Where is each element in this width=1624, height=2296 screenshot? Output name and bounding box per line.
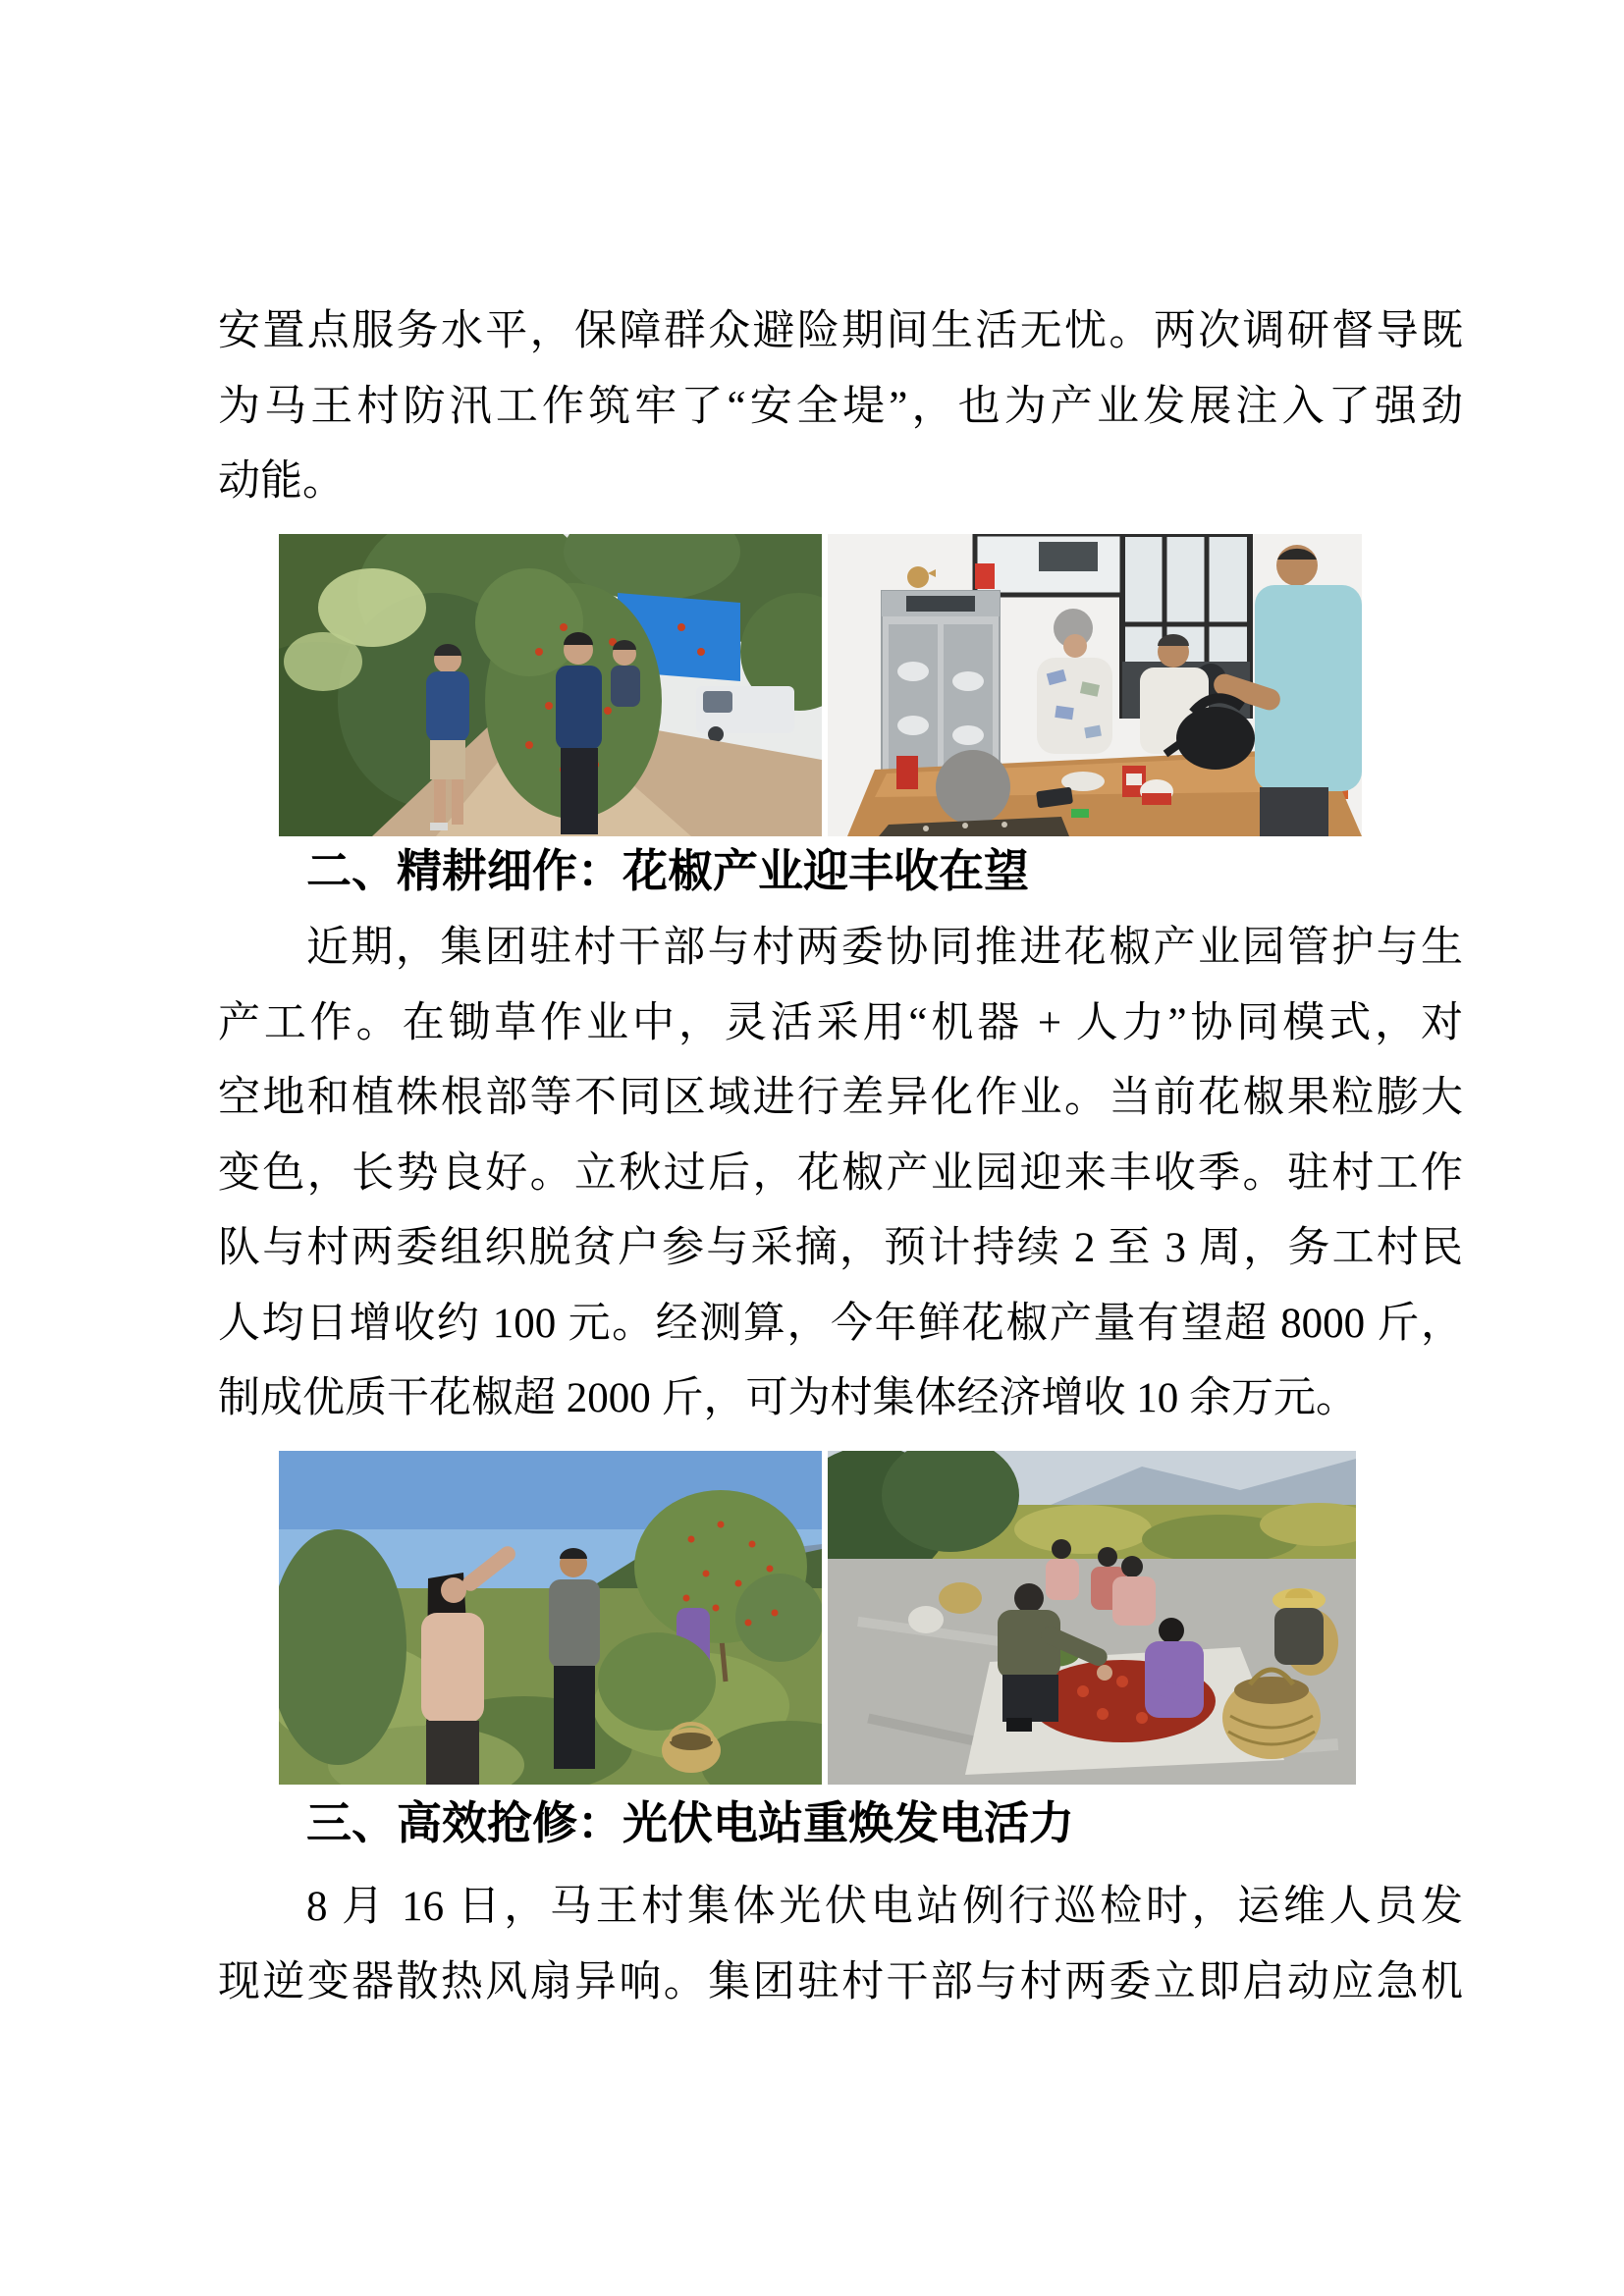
photo-orchard-inspection[interactable] xyxy=(279,534,822,836)
text-line: 队与村两委组织脱贫户参与采摘，预计持续 2 至 3 周，务工村民 xyxy=(218,1225,1463,1271)
paragraph-pepper-industry xyxy=(218,911,1463,1437)
text-line: 空地和植株根部等不同区域进行差异化作业。当前花椒果粒膨大 xyxy=(218,1075,1463,1121)
text-line: 人均日增收约 100 元。经测算，今年鲜花椒产量有望超 8000 斤， xyxy=(218,1300,1463,1347)
heading-solar-repair: 三、高效抢修：光伏电站重焕发电活力 xyxy=(306,1797,1074,1848)
text-line: 8 月 16 日，马王村集体光伏电站例行巡检时，运维人员发 xyxy=(306,1884,1463,1930)
heading-pepper-harvest: 二、精耕细作：花椒产业迎丰收在望 xyxy=(306,845,1029,896)
text-line: 为马王村防汛工作筑牢了“安全堤”，也为产业发展注入了强劲 xyxy=(218,383,1463,430)
text-line: 安置点服务水平，保障群众避险期间生活无忧。两次调研督导既 xyxy=(218,308,1463,354)
red-box xyxy=(975,563,995,589)
cadre-grey-shirt xyxy=(549,1548,600,1769)
text-line: 制成优质干花椒超 2000 斤，可为村集体经济增收 10 余万元。 xyxy=(218,1375,1358,1421)
photo-home-visit[interactable] xyxy=(828,534,1362,836)
text-line: 产工作。在锄草作业中，灵活采用“机器 + 人力”协同模式，对 xyxy=(218,999,1463,1046)
text-line: 近期，集团驻村干部与村两委协同推进花椒产业园管护与生 xyxy=(306,925,1463,971)
photo-pepper-sorting[interactable] xyxy=(828,1451,1356,1785)
text-line: 现逆变器散热风扇异响。集团驻村干部与村两委立即启动应急机 xyxy=(218,1958,1463,2005)
text-line: 变色，长势良好。立秋过后，花椒产业园迎来丰收季。驻村工作 xyxy=(218,1149,1463,1197)
paragraph-flood-support xyxy=(218,294,1463,520)
photo-row-flood-inspection xyxy=(279,534,1362,836)
top-shelf-frame xyxy=(975,534,1122,595)
text-line: 动能。 xyxy=(218,458,345,505)
photo-pepper-picking[interactable] xyxy=(279,1451,822,1785)
paragraph-solar-station xyxy=(218,1870,1463,2020)
villager-straw-hat xyxy=(1272,1588,1326,1665)
photo-row-pepper-harvest xyxy=(279,1451,1356,1785)
